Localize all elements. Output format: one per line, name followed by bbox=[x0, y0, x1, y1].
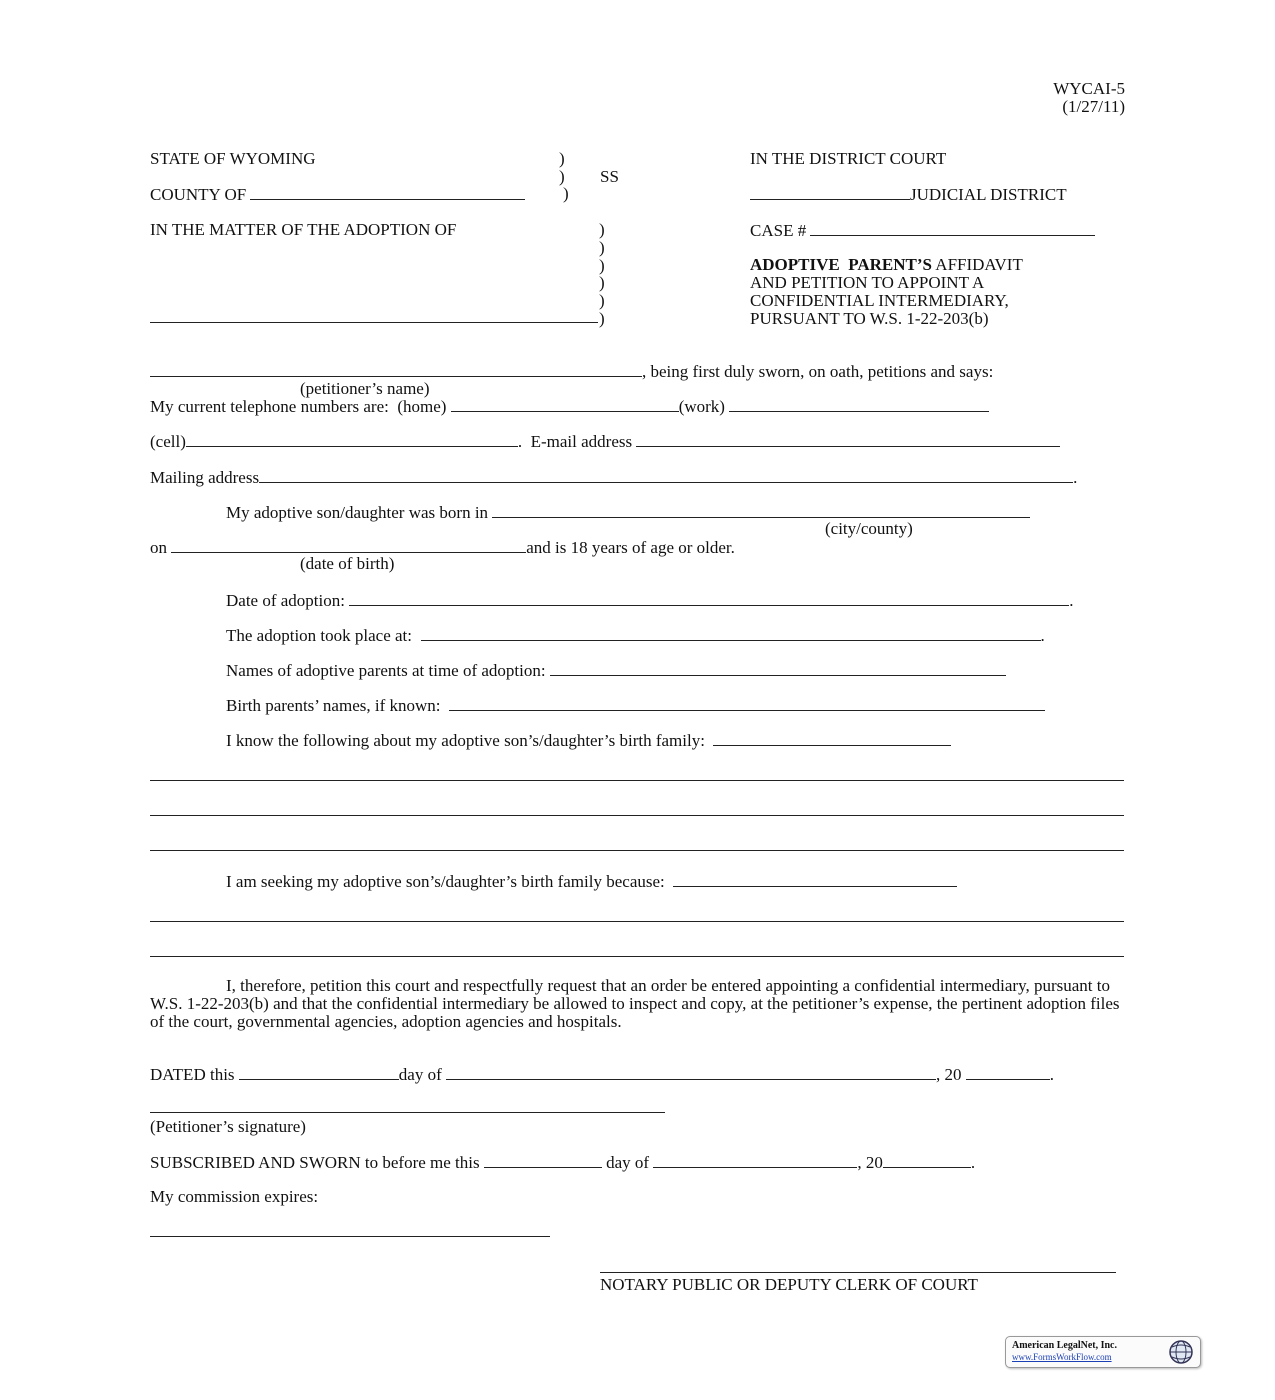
paren: ) bbox=[559, 167, 565, 186]
dated-line: DATED this day of , 20 . bbox=[150, 1065, 1054, 1084]
adoption-place-blank[interactable] bbox=[421, 626, 1041, 641]
phones-line: My current telephone numbers are: (home) (work) bbox=[150, 397, 989, 416]
company-url[interactable]: www.FormsWorkFlow.com bbox=[1012, 1352, 1112, 1362]
sworn-day-blank[interactable] bbox=[484, 1153, 602, 1168]
cell-phone-blank[interactable] bbox=[186, 432, 518, 447]
birth-family-info-line[interactable] bbox=[150, 780, 1124, 781]
sworn-line: , being first duly sworn, on oath, petitions and says: bbox=[150, 362, 993, 381]
commission-expires-line[interactable] bbox=[150, 1236, 550, 1237]
sworn-month-blank[interactable] bbox=[653, 1153, 857, 1168]
paren: ) bbox=[599, 309, 605, 328]
matter-label: IN THE MATTER OF THE ADOPTION OF bbox=[150, 220, 457, 239]
dated-year-blank[interactable] bbox=[966, 1065, 1050, 1080]
birthplace-blank[interactable] bbox=[492, 503, 1030, 518]
email-blank[interactable] bbox=[636, 432, 1060, 447]
district-label: JUDICIAL DISTRICT bbox=[750, 185, 1067, 204]
date-adoption-line: Date of adoption: . bbox=[226, 591, 1074, 610]
company-logo bbox=[1005, 1336, 1201, 1368]
petitioner-name-blank[interactable] bbox=[150, 362, 642, 377]
paren: ) bbox=[559, 149, 565, 168]
birth-parents-line: Birth parents’ names, if known: bbox=[226, 696, 1045, 715]
know-following-line: I know the following about my adoptive son’s/daughter’s birth family: bbox=[226, 731, 951, 750]
district-blank[interactable] bbox=[750, 185, 910, 200]
dated-month-blank[interactable] bbox=[446, 1065, 936, 1080]
paren: ) bbox=[599, 256, 605, 275]
state-label: STATE OF WYOMING bbox=[150, 149, 316, 168]
born-in-line: My adoptive son/daughter was born in bbox=[226, 503, 1030, 522]
dated-day-blank[interactable] bbox=[239, 1065, 399, 1080]
city-county-caption: (city/county) bbox=[825, 519, 913, 538]
paren: ) bbox=[599, 273, 605, 292]
ss-label: SS bbox=[600, 167, 619, 186]
adoptive-parents-line: Names of adoptive parents at time of adoption: bbox=[226, 661, 1006, 680]
paren: ) bbox=[599, 238, 605, 257]
petition-paragraph: I, therefore, petition this court and respectfully request that an order be entered appointing a confidential intermediary, pursuant to W.S. 1-22-203(b) and that the confidential intermediary be allowed to inspect and copy, at the petitioner’s expense, the pertinent adoption files of the court, governmental agencies, adoption agencies and hospitals. bbox=[150, 976, 1120, 1031]
company-name: American LegalNet, Inc. bbox=[1012, 1340, 1117, 1351]
notary-caption: NOTARY PUBLIC OR DEPUTY CLERK OF COURT bbox=[600, 1275, 978, 1294]
took-place-line: The adoption took place at: . bbox=[226, 626, 1045, 645]
globe-icon bbox=[1166, 1339, 1196, 1365]
document-title-line3: CONFIDENTIAL INTERMEDIARY, bbox=[750, 291, 1009, 310]
case-label: CASE # bbox=[750, 221, 1095, 240]
notary-signature-line[interactable] bbox=[600, 1272, 1116, 1273]
dob-blank[interactable] bbox=[171, 538, 526, 553]
mailing-address-blank[interactable] bbox=[259, 468, 1073, 483]
seeking-reason-blank[interactable] bbox=[673, 872, 957, 887]
seeking-reason-line[interactable] bbox=[150, 956, 1124, 957]
birth-family-info-blank[interactable] bbox=[713, 731, 951, 746]
petitioner-signature-caption: (Petitioner’s signature) bbox=[150, 1117, 306, 1136]
county-blank[interactable] bbox=[250, 185, 525, 200]
dob-caption: (date of birth) bbox=[300, 554, 395, 573]
seeking-line: I am seeking my adoptive son’s/daughter’s birth family because: bbox=[226, 872, 957, 891]
county-label: COUNTY OF bbox=[150, 185, 525, 204]
document-title-line2: AND PETITION TO APPOINT A bbox=[750, 273, 985, 292]
adoptee-name-line[interactable] bbox=[150, 322, 598, 323]
court-label: IN THE DISTRICT COURT bbox=[750, 149, 947, 168]
birth-family-info-line[interactable] bbox=[150, 815, 1124, 816]
case-number-blank[interactable] bbox=[810, 221, 1095, 236]
mailing-line: Mailing address . bbox=[150, 468, 1078, 487]
form-id: WYCAI-5 bbox=[1053, 79, 1125, 98]
subscribed-line: SUBSCRIBED AND SWORN to before me this day of , 20 . bbox=[150, 1153, 976, 1172]
work-phone-blank[interactable] bbox=[729, 397, 989, 412]
sworn-year-blank[interactable] bbox=[883, 1153, 971, 1168]
seeking-reason-line[interactable] bbox=[150, 921, 1124, 922]
home-phone-blank[interactable] bbox=[451, 397, 679, 412]
birth-parents-blank[interactable] bbox=[449, 696, 1045, 711]
cell-email-line: (cell) . E-mail address bbox=[150, 432, 1060, 451]
form-revision: (1/27/11) bbox=[1062, 97, 1125, 116]
paren: ) bbox=[599, 291, 605, 310]
document-title: ADOPTIVE PARENT’S AFFIDAVIT bbox=[750, 255, 1023, 274]
paren: ) bbox=[563, 184, 569, 203]
commission-label: My commission expires: bbox=[150, 1187, 319, 1206]
adoptive-parents-blank[interactable] bbox=[550, 661, 1006, 676]
paren: ) bbox=[599, 220, 605, 239]
dob-line: on and is 18 years of age or older. bbox=[150, 538, 735, 557]
birth-family-info-line[interactable] bbox=[150, 850, 1124, 851]
document-title-line4: PURSUANT TO W.S. 1-22-203(b) bbox=[750, 309, 989, 328]
petitioner-name-caption: (petitioner’s name) bbox=[300, 379, 430, 398]
date-adoption-blank[interactable] bbox=[349, 591, 1069, 606]
petitioner-signature-line[interactable] bbox=[150, 1112, 665, 1113]
